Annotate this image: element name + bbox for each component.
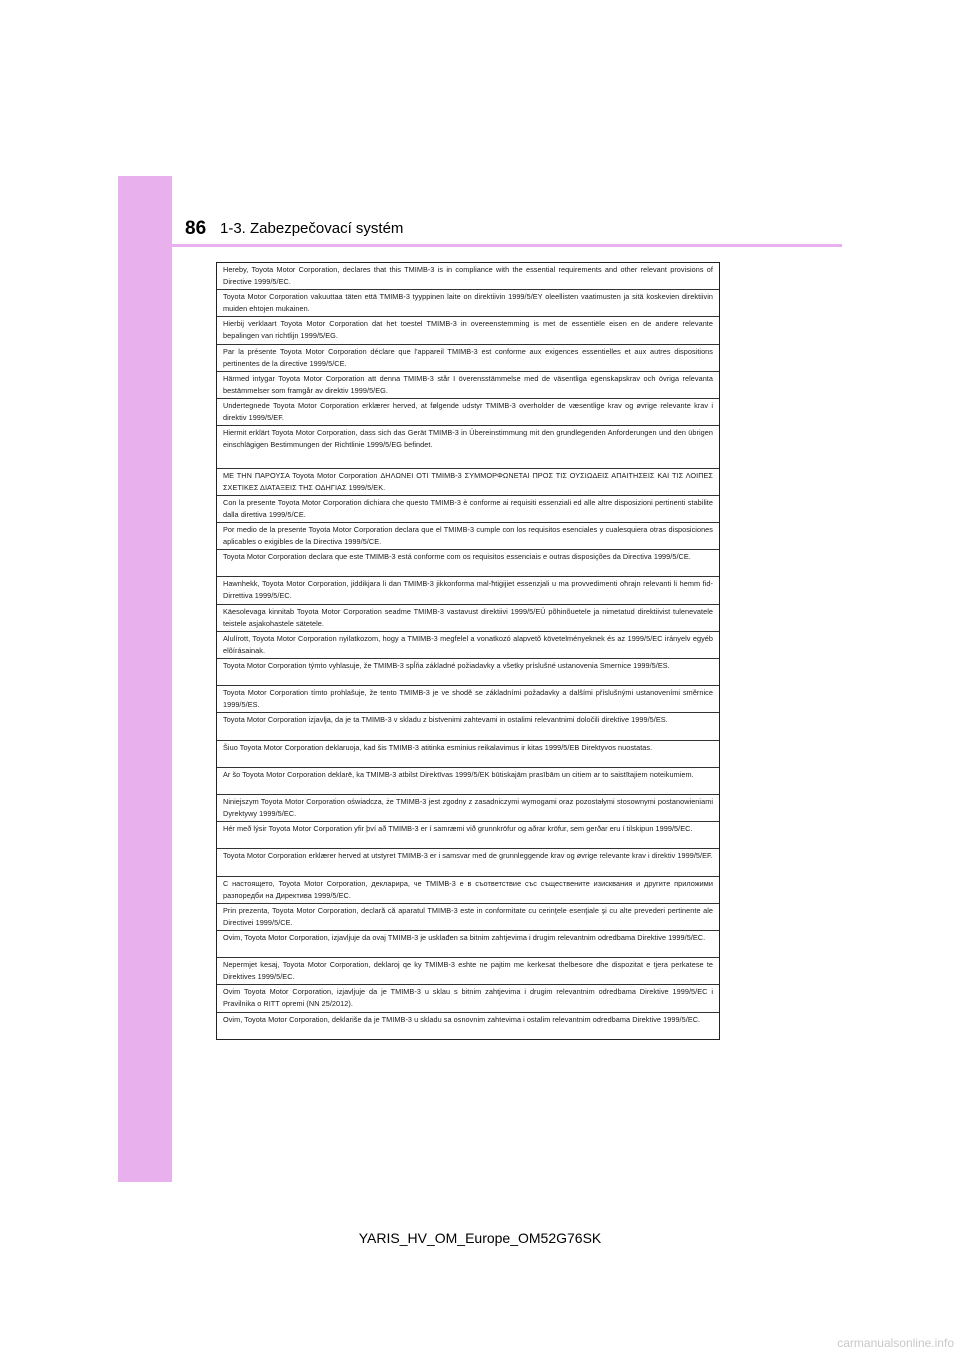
declaration-swedish: Härmed intygar Toyota Motor Corporation att denna TMIMB-3 står I överensstämmelse med de väsentliga egenskapskrav och övriga relevanta bestämmelser som framgår av direktiv 1999/5/EG. xyxy=(217,372,719,399)
declaration-slovenian: Toyota Motor Corporation izjavlja, da je ta TMIMB-3 v skladu z bistvenimi zahtevami in ostalimi relevantnimi določili direktive 1999/5/ES. xyxy=(217,713,719,740)
declaration-croatian: Ovim Toyota Motor Corporation, izjavljuje da je TMIMB-3 u sklau s bitnim zahtjevima i drugim relevantnim odredbama Direktive 1999/5/EC i Pravilnika o RITT opremi (NN 25/2012). xyxy=(217,985,719,1012)
declaration-albanian: Nepermjet kesaj, Toyota Motor Corporation, deklaroj qe ky TMIMB-3 eshte ne pajtim me kerkesat thelbesore dhe dispozitat e tjera perkatese te Direktives 1999/5/EC. xyxy=(217,958,719,985)
declaration-latvian: Ar šo Toyota Motor Corporation deklarē, ka TMIMB-3 atbilst Direktīvas 1999/5/EK būtiskajām prasībām un citiem ar to saistītajiem noteikumiem. xyxy=(217,768,719,795)
declaration-italian: Con la presente Toyota Motor Corporation dichiara che questo TMIMB-3 è conforme ai requisiti essenziali ed alle altre disposizioni pertinenti stabilite dalla direttiva 1999/5/CE. xyxy=(217,496,719,523)
declaration-romanian: Prin prezenta, Toyota Motor Corporation, declară că aparatul TMIMB-3 este in conformitate cu cerinţele esenţiale şi cu alte prevederi pertinente ale Directivei 1999/5/CE. xyxy=(217,904,719,931)
section-title: 1-3. Zabezpečovací systém xyxy=(220,220,404,237)
declaration-polish: Niniejszym Toyota Motor Corporation oświadcza, że TMIMB-3 jest zgodny z zasadniczymi wymogami oraz pozostałymi stosownymi postanowieniami Dyrektywy 1999/5/EC. xyxy=(217,795,719,822)
declaration-german: Hiermit erklärt Toyota Motor Corporation, dass sich das Gerät TMIMB-3 in Übereinstimmung mit den grundlegenden Anforderungen und den übrigen einschlägigen Bestimmungen der Richtlinie 1999/5/EG befindet. xyxy=(217,426,719,468)
declaration-bulgarian: С настоящето, Toyota Motor Corporation, декларира, че TMIMB-3 е в съответствие със съществените изисквания и другите приложими разпоредби на Директива 1999/5/ЕС. xyxy=(217,877,719,904)
declaration-danish: Undertegnede Toyota Motor Corporation erklærer herved, at følgende udstyr TMIMB-3 overholder de væsentlige krav og øvrige relevante krav i direktiv 1999/5/EF. xyxy=(217,399,719,426)
chapter-sidebar-tab xyxy=(118,176,172,1182)
declaration-english: Hereby, Toyota Motor Corporation, declares that this TMIMB-3 is in compliance with the essential requirements and other relevant provisions of Directive 1999/5/EC. xyxy=(217,263,719,290)
declaration-dutch: Hierbij verklaart Toyota Motor Corporation dat het toestel TMIMB-3 in overeenstemming is met de essentiële eisen en de andere relevante bepalingen van richtlijn 1999/5/EG. xyxy=(217,317,719,344)
declaration-norwegian: Toyota Motor Corporation erklærer herved at utstyret TMIMB-3 er i samsvar med de grunnleggende krav og øvrige relevante krav i direktiv 1999/5/EF. xyxy=(217,849,719,876)
declaration-maltese: Hawnhekk, Toyota Motor Corporation, jiddikjara li dan TMIMB-3 jikkonforma mal-ħtiġijiet essenzjali u ma provvedimenti oħrajn relevanti li hemm fid-Dirrettiva 1999/5/EC. xyxy=(217,577,719,604)
declaration-finnish: Toyota Motor Corporation vakuuttaa täten että TMIMB-3 tyyppinen laite on direktiivin 1999/5/EY oleellisten vaatimusten ja sitä koskevien direktiivin muiden ehtojen mukainen. xyxy=(217,290,719,317)
declaration-spanish: Por medio de la presente Toyota Motor Corporation declara que el TMIMB-3 cumple con los requisitos esenciales y cualesquiera otras disposiciones aplicables o exigibles de la Directiva 1999/5/CE. xyxy=(217,523,719,550)
document-code: YARIS_HV_OM_Europe_OM52G76SK xyxy=(358,1230,602,1246)
declaration-serbian: Ovim, Toyota Motor Corporation, deklariše da je TMIMB-3 u skladu sa osnovnim zahtevima i ostalim relevantnim odredbama Direktive 1999/5/EC. xyxy=(223,1014,701,1024)
declaration-lithuanian: Šiuo Toyota Motor Corporation deklaruoja, kad šis TMIMB-3 atitinka esminius reikalavimus ir kitas 1999/5/EB Direktyvos nuostatas. xyxy=(217,741,719,768)
declaration-hungarian: Alulírott, Toyota Motor Corporation nyilatkozom, hogy a TMIMB-3 megfelel a vonatkozó alapvetõ követelményeknek és az 1999/5/EC irányelv egyéb elõírásainak. xyxy=(217,632,719,659)
page-number: 86 xyxy=(185,218,207,239)
declaration-french: Par la présente Toyota Motor Corporation déclare que l'appareil TMIMB-3 est conforme aux exigences essentielles et aux autres dispositions pertinentes de la directive 1999/5/CE. xyxy=(217,345,719,372)
declaration-slovak: Toyota Motor Corporation týmto vyhlasuje, že TMIMB-3 spĺňa základné požiadavky a všetky príslušné ustanovenia Smernice 1999/5/ES. xyxy=(217,659,719,686)
declaration-table xyxy=(216,262,720,1040)
declaration-greek: ΜΕ ΤΗΝ ΠΑΡΟΥΣΑ Toyota Motor Corporation ΔΗΛΩΝΕΙ ΟΤΙ TMIMB-3 ΣΥΜΜΟΡΦΩΝΕΤΑΙ ΠΡΟΣ ΤΙΣ ΟΥΣΙΩΔΕΙΣ ΑΠΑΙΤΗΣΕΙΣ ΚΑΙ ΤΙΣ ΛΟΙΠΕΣ ΣΧΕΤΙΚΕΣ ΔΙΑΤΑΞΕΙΣ ΤΗΣ ΟΔΗΓΙΑΣ 1999/5/ΕΚ. xyxy=(217,469,719,496)
header-rule xyxy=(172,244,842,247)
site-watermark: carmanualsonline.info xyxy=(837,1336,954,1350)
declaration-icelandic: Hér með lýsir Toyota Motor Corporation yfir því að TMIMB-3 er í samræmi við grunnkröfur og aðrar kröfur, sem gerðar eru í tilskipun 1999/5/EC. xyxy=(217,822,719,849)
declaration-estonian: Käesolevaga kinnitab Toyota Motor Corporation seadme TMIMB-3 vastavust direktiivi 1999/5/EÜ põhinõuetele ja nimetatud direktiivist tulenevatele teistele asjakohastele sätetele. xyxy=(217,605,719,632)
declaration-portuguese: Toyota Motor Corporation declara que este TMIMB-3 está conforme com os requisitos essenciais e outras disposições da Directiva 1999/5/CE. xyxy=(217,550,719,577)
declaration-bosnian: Ovim, Toyota Motor Corporation, izjavljuje da ovaj TMIMB-3 je usklađen sa bitnim zahtjevima i drugim relevantnim odredbama Direktive 1999/5/EC. xyxy=(217,931,719,958)
declaration-czech: Toyota Motor Corporation tímto prohlašuje, že tento TMIMB-3 je ve shodě se základními požadavky a dalšími příslušnými ustanoveními směrnice 1999/5/ES. xyxy=(217,686,719,713)
